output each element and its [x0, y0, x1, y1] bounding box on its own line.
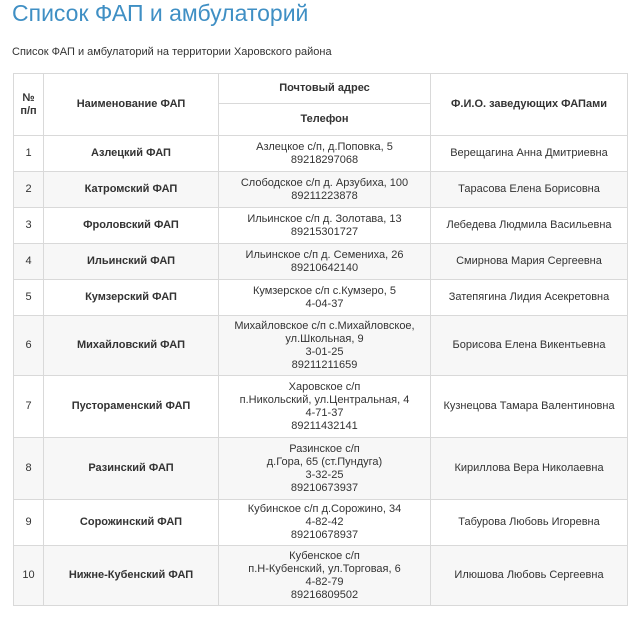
address-line: п.Никольский, ул.Центральная, 4	[239, 393, 410, 406]
table-row	[14, 280, 628, 316]
header-head: Ф.И.О. заведующих ФАПами	[431, 74, 628, 136]
postal-address	[219, 208, 431, 244]
head-name: Кириллова Вера Николаевна	[431, 438, 628, 500]
table-body	[14, 136, 628, 606]
address-line: 4-82-79	[305, 575, 344, 588]
fap-name: Михайловский ФАП	[44, 316, 219, 376]
address-line: Слободское с/п д. Арзубиха, 100	[240, 176, 409, 189]
address-line: Ильинское с/п д. Золотава, 13	[247, 212, 402, 225]
address-line: 89211223878	[291, 189, 358, 202]
address-line: 3-01-25	[305, 345, 344, 358]
postal-address	[219, 280, 431, 316]
head-name: Кузнецова Тамара Валентиновна	[431, 376, 628, 438]
address-line: 89211432141	[291, 419, 358, 432]
head-name: Тарасова Елена Борисовна	[431, 172, 628, 208]
address-line: 3-32-25	[305, 468, 344, 481]
fap-name: Кумзерский ФАП	[44, 280, 219, 316]
row-number: 9	[14, 500, 44, 546]
address-line: д.Гора, 65 (ст.Пундуга)	[266, 455, 383, 468]
table-row	[14, 208, 628, 244]
postal-address	[219, 546, 431, 606]
table-row	[14, 500, 628, 546]
postal-address	[219, 376, 431, 438]
table-row	[14, 244, 628, 280]
address-line: 89211211659	[291, 358, 358, 371]
address-line: Михайловское с/п с.Михайловское,	[234, 319, 415, 332]
table-row	[14, 376, 628, 438]
address-line: 89210673937	[290, 481, 359, 494]
page-subtitle: Список ФАП и амбулаторий на территории Харовского района	[12, 46, 332, 58]
address-line: ул.Школьная, 9	[285, 332, 364, 345]
table-row	[14, 136, 628, 172]
address-line: 89210678937	[290, 529, 359, 541]
postal-address	[219, 244, 431, 280]
head-name: Смирнова Мария Сергеевна	[431, 244, 628, 280]
fap-name: Пустораменский ФАП	[44, 376, 219, 438]
row-number: 2	[14, 172, 44, 208]
address-line: Азлецкое с/п, д.Поповка, 5	[256, 140, 393, 153]
row-number: 5	[14, 280, 44, 316]
head-name: Затепягина Лидия Асекретовна	[431, 280, 628, 316]
fap-name: Катромский ФАП	[44, 172, 219, 208]
address-line: Ильинское с/п д. Семениха, 26	[245, 248, 404, 261]
row-number: 8	[14, 438, 44, 500]
address-line: 4-82-42	[305, 516, 344, 528]
fap-name: Сорожинский ФАП	[44, 500, 219, 546]
address-line: 89218297068	[290, 153, 359, 166]
postal-address	[219, 136, 431, 172]
row-number: 4	[14, 244, 44, 280]
postal-address	[219, 316, 431, 376]
fap-name: Азлецкий ФАП	[44, 136, 219, 172]
table-row	[14, 546, 628, 606]
address-line: Кубинское с/п д.Сорожино, 34	[247, 503, 402, 515]
address-line: Разинское с/п	[289, 442, 360, 455]
fap-name: Нижне-Кубенский ФАП	[44, 546, 219, 606]
address-line: 89210642140	[290, 261, 359, 274]
header-name: Наименование ФАП	[44, 74, 219, 136]
postal-address	[219, 172, 431, 208]
head-name: Верещагина Анна Дмитриевна	[431, 136, 628, 172]
fap-name: Ильинский ФАП	[44, 244, 219, 280]
table-row	[14, 172, 628, 208]
row-number: 1	[14, 136, 44, 172]
header-phone: Телефон	[219, 104, 431, 136]
head-name: Табурова Любовь Игоревна	[431, 500, 628, 546]
fap-name: Фроловский ФАП	[44, 208, 219, 244]
row-number: 10	[14, 546, 44, 606]
address-line: 4-71-37	[305, 406, 344, 419]
table-row	[14, 316, 628, 376]
fap-name: Разинский ФАП	[44, 438, 219, 500]
address-line: Кумзерское с/п с.Кумзеро, 5	[253, 284, 396, 297]
address-line: 89216809502	[290, 588, 359, 601]
address-line: п.Н-Кубенский, ул.Торговая, 6	[248, 562, 401, 575]
postal-address	[219, 500, 431, 546]
row-number: 6	[14, 316, 44, 376]
header-num: № п/п	[14, 74, 44, 136]
address-line: 89215301727	[290, 225, 359, 238]
row-number: 7	[14, 376, 44, 438]
postal-address	[219, 438, 431, 500]
address-line: 4-04-37	[305, 297, 344, 310]
table-row	[14, 438, 628, 500]
address-line: Харовское с/п	[288, 380, 361, 393]
fap-table	[13, 73, 628, 606]
row-number: 3	[14, 208, 44, 244]
address-line: Кубенское с/п	[289, 549, 360, 562]
header-address: Почтовый адрес	[219, 74, 431, 104]
head-name: Борисова Елена Викентьевна	[431, 316, 628, 376]
page-title: Список ФАП и амбулаторий	[12, 0, 309, 26]
head-name: Лебедева Людмила Васильевна	[431, 208, 628, 244]
head-name: Илюшова Любовь Сергеевна	[431, 546, 628, 606]
